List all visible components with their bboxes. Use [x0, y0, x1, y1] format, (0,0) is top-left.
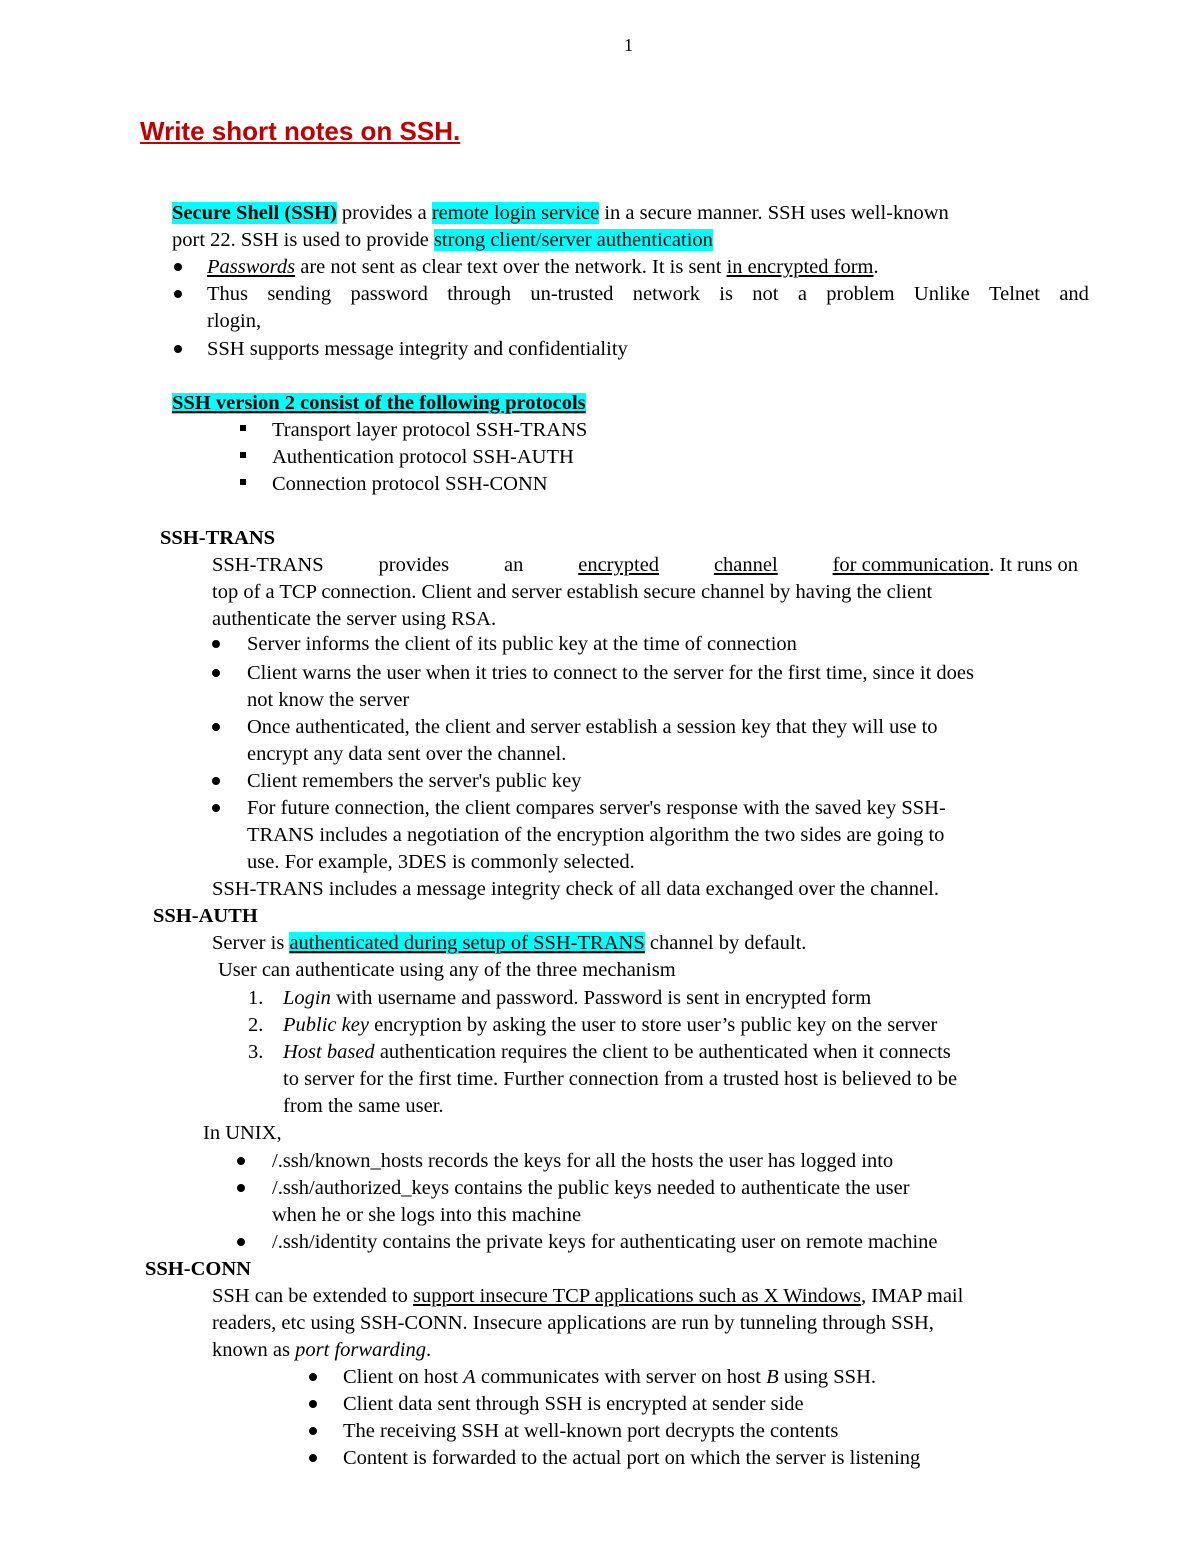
mechanism-term: Public key — [283, 1014, 369, 1036]
host-a: A — [463, 1366, 476, 1388]
conn-bullet: Content is forwarded to the actual port on which the server is listening — [343, 1447, 921, 1469]
bullet-icon — [309, 1454, 317, 1462]
auth-text: channel by default. — [644, 932, 807, 954]
bullet-icon — [212, 669, 220, 677]
conn-underline: support insecure TCP applications such as X Windows — [412, 1285, 862, 1307]
page-number: 1 — [624, 35, 633, 55]
word: network — [632, 283, 700, 305]
word: . It runs on — [989, 554, 1078, 576]
conn-text: communicates with server on host — [475, 1366, 767, 1388]
trans-bullet: Client warns the user when it tries to connect to the server for the first time, since it does — [247, 662, 974, 684]
mechanism-1 — [283, 988, 871, 1009]
word: un-trusted — [530, 283, 614, 305]
conn-text: Client on host — [343, 1366, 464, 1388]
intro-text: port 22. SSH is used to provide — [172, 229, 434, 251]
encrypted-form-term: in encrypted form — [726, 256, 874, 278]
remote-login-highlight: remote login service — [431, 202, 600, 224]
unix-label: In UNIX, — [203, 1122, 282, 1144]
trans-bullet-cont: use. For example, 3DES is commonly selected. — [247, 851, 635, 873]
word: for communication — [832, 554, 990, 576]
trans-bullet: Client remembers the server's public key — [247, 770, 582, 792]
word: not — [752, 283, 779, 305]
ssh-term: Secure Shell (SSH) — [172, 202, 337, 224]
mechanism-text: authentication requires the client to be authenticated when it connects — [374, 1041, 951, 1063]
bullet-icon — [212, 804, 220, 812]
word: a — [797, 283, 807, 305]
trans-heading: SSH-TRANS — [160, 527, 276, 549]
conn-text: known as — [212, 1339, 296, 1361]
intro-line-1 — [172, 203, 949, 224]
host-b: B — [766, 1366, 779, 1388]
mechanism-3-cont: from the same user. — [283, 1095, 444, 1117]
mechanism-number: 1. — [248, 987, 264, 1009]
intro-bullet-2 — [207, 284, 1089, 305]
trans-closing: SSH-TRANS includes a message integrity check of all data exchanged over the channel. — [212, 878, 939, 900]
trans-para-line-3: authenticate the server using RSA. — [212, 608, 497, 630]
word: through — [447, 283, 511, 305]
word: problem — [826, 283, 895, 305]
bullet-icon — [309, 1373, 317, 1381]
mechanism-3-cont: to server for the first time. Further connection from a trusted host is believed to be — [283, 1068, 958, 1090]
conn-text: using SSH. — [778, 1366, 876, 1388]
word: an — [504, 554, 524, 576]
mechanism-3 — [283, 1042, 951, 1063]
word: SSH-TRANS — [212, 554, 324, 576]
auth-para-2: User can authenticate using any of the three mechanism — [218, 959, 676, 981]
strong-auth-highlight: strong client/server authentication — [433, 229, 713, 251]
bullet-icon — [174, 263, 182, 271]
unix-item-cont: when he or she logs into this machine — [272, 1204, 582, 1226]
bullet-icon — [174, 290, 182, 298]
word: is — [719, 283, 733, 305]
trans-bullet-cont: encrypt any data sent over the channel. — [247, 743, 567, 765]
trans-bullet: Once authenticated, the client and server establish a session key that they will use to — [247, 716, 938, 738]
intro-line-2 — [172, 230, 713, 251]
bullet-icon — [212, 777, 220, 785]
square-bullet-icon — [240, 425, 246, 431]
square-bullet-icon — [240, 479, 246, 485]
conn-bullet: Client data sent through SSH is encrypted at sender side — [343, 1393, 804, 1415]
mechanism-text: encryption by asking the user to store user’s public key on the server — [368, 1014, 938, 1036]
bullet-icon — [309, 1400, 317, 1408]
trans-bullet: For future connection, the client compares server's response with the saved key SSH- — [247, 797, 946, 819]
bullet-icon — [309, 1427, 317, 1435]
conn-text: . — [425, 1339, 432, 1361]
mechanism-number: 2. — [248, 1014, 264, 1036]
conn-bullet — [343, 1367, 876, 1388]
word: provides — [378, 554, 450, 576]
word: sending — [267, 283, 332, 305]
conn-para-2: readers, etc using SSH-CONN. Insecure applications are run by tunneling through SSH, — [212, 1312, 934, 1334]
versions-heading: SSH version 2 consist of the following protocols — [172, 392, 586, 414]
conn-para-1 — [212, 1286, 963, 1307]
conn-text: SSH can be extended to — [212, 1285, 413, 1307]
bullet-icon — [237, 1238, 245, 1246]
word: encrypted — [578, 554, 660, 576]
version-item: Connection protocol SSH-CONN — [272, 473, 548, 495]
intro-text: . — [873, 256, 879, 278]
bullet-icon — [212, 723, 220, 731]
bullet-icon — [237, 1184, 245, 1192]
unix-item: /.ssh/identity contains the private keys for authenticating user on remote machine — [272, 1231, 938, 1253]
trans-para-line-2: top of a TCP connection. Client and server establish secure channel by having the client — [212, 581, 933, 603]
port-forwarding-term: port forwarding — [295, 1339, 426, 1361]
passwords-term: Passwords — [207, 256, 296, 278]
conn-text: , IMAP mail — [861, 1285, 964, 1307]
bullet-icon — [174, 345, 182, 353]
word: Thus — [207, 283, 248, 305]
word: channel — [713, 554, 778, 576]
intro-bullet-2-cont: rlogin, — [207, 310, 262, 332]
conn-para-3 — [212, 1340, 431, 1361]
mechanism-2 — [283, 1015, 937, 1036]
intro-text: provides a — [336, 202, 432, 224]
mechanism-text: with username and password. Password is sent in encrypted form — [330, 987, 872, 1009]
auth-heading: SSH-AUTH — [153, 905, 258, 927]
mechanism-term: Login — [283, 987, 331, 1009]
intro-bullet-1 — [207, 257, 879, 278]
version-item: Authentication protocol SSH-AUTH — [272, 446, 574, 468]
word: password — [350, 283, 428, 305]
intro-bullet-3: SSH supports message integrity and confidentiality — [207, 338, 628, 360]
bullet-icon — [237, 1157, 245, 1165]
square-bullet-icon — [240, 452, 246, 458]
intro-text: are not sent as clear text over the network. It is sent — [295, 256, 727, 278]
conn-bullet: The receiving SSH at well-known port decrypts the contents — [343, 1420, 839, 1442]
trans-bullet-cont: not know the server — [247, 689, 410, 711]
mechanism-number: 3. — [248, 1041, 264, 1063]
trans-para-line-1 — [212, 555, 1078, 576]
bullet-icon — [212, 640, 220, 648]
word: Telnet — [989, 283, 1040, 305]
auth-text: Server is — [212, 932, 290, 954]
conn-heading: SSH-CONN — [145, 1258, 251, 1280]
trans-bullet-cont: TRANS includes a negotiation of the encryption algorithm the two sides are going to — [247, 824, 945, 846]
trans-bullet: Server informs the client of its public key at the time of connection — [247, 633, 797, 655]
unix-item: /.ssh/authorized_keys contains the public keys needed to authenticate the user — [272, 1177, 910, 1199]
word: and — [1059, 283, 1089, 305]
auth-para-1 — [212, 933, 806, 954]
version-item: Transport layer protocol SSH-TRANS — [272, 419, 588, 441]
intro-text: in a secure manner. SSH uses well-known — [599, 202, 949, 224]
page-title: Write short notes on SSH. — [140, 116, 461, 146]
mechanism-term: Host based — [283, 1041, 375, 1063]
unix-item: /.ssh/known_hosts records the keys for all the hosts the user has logged into — [272, 1150, 894, 1172]
auth-highlight: authenticated during setup of SSH-TRANS — [289, 932, 645, 954]
word: Unlike — [913, 283, 970, 305]
